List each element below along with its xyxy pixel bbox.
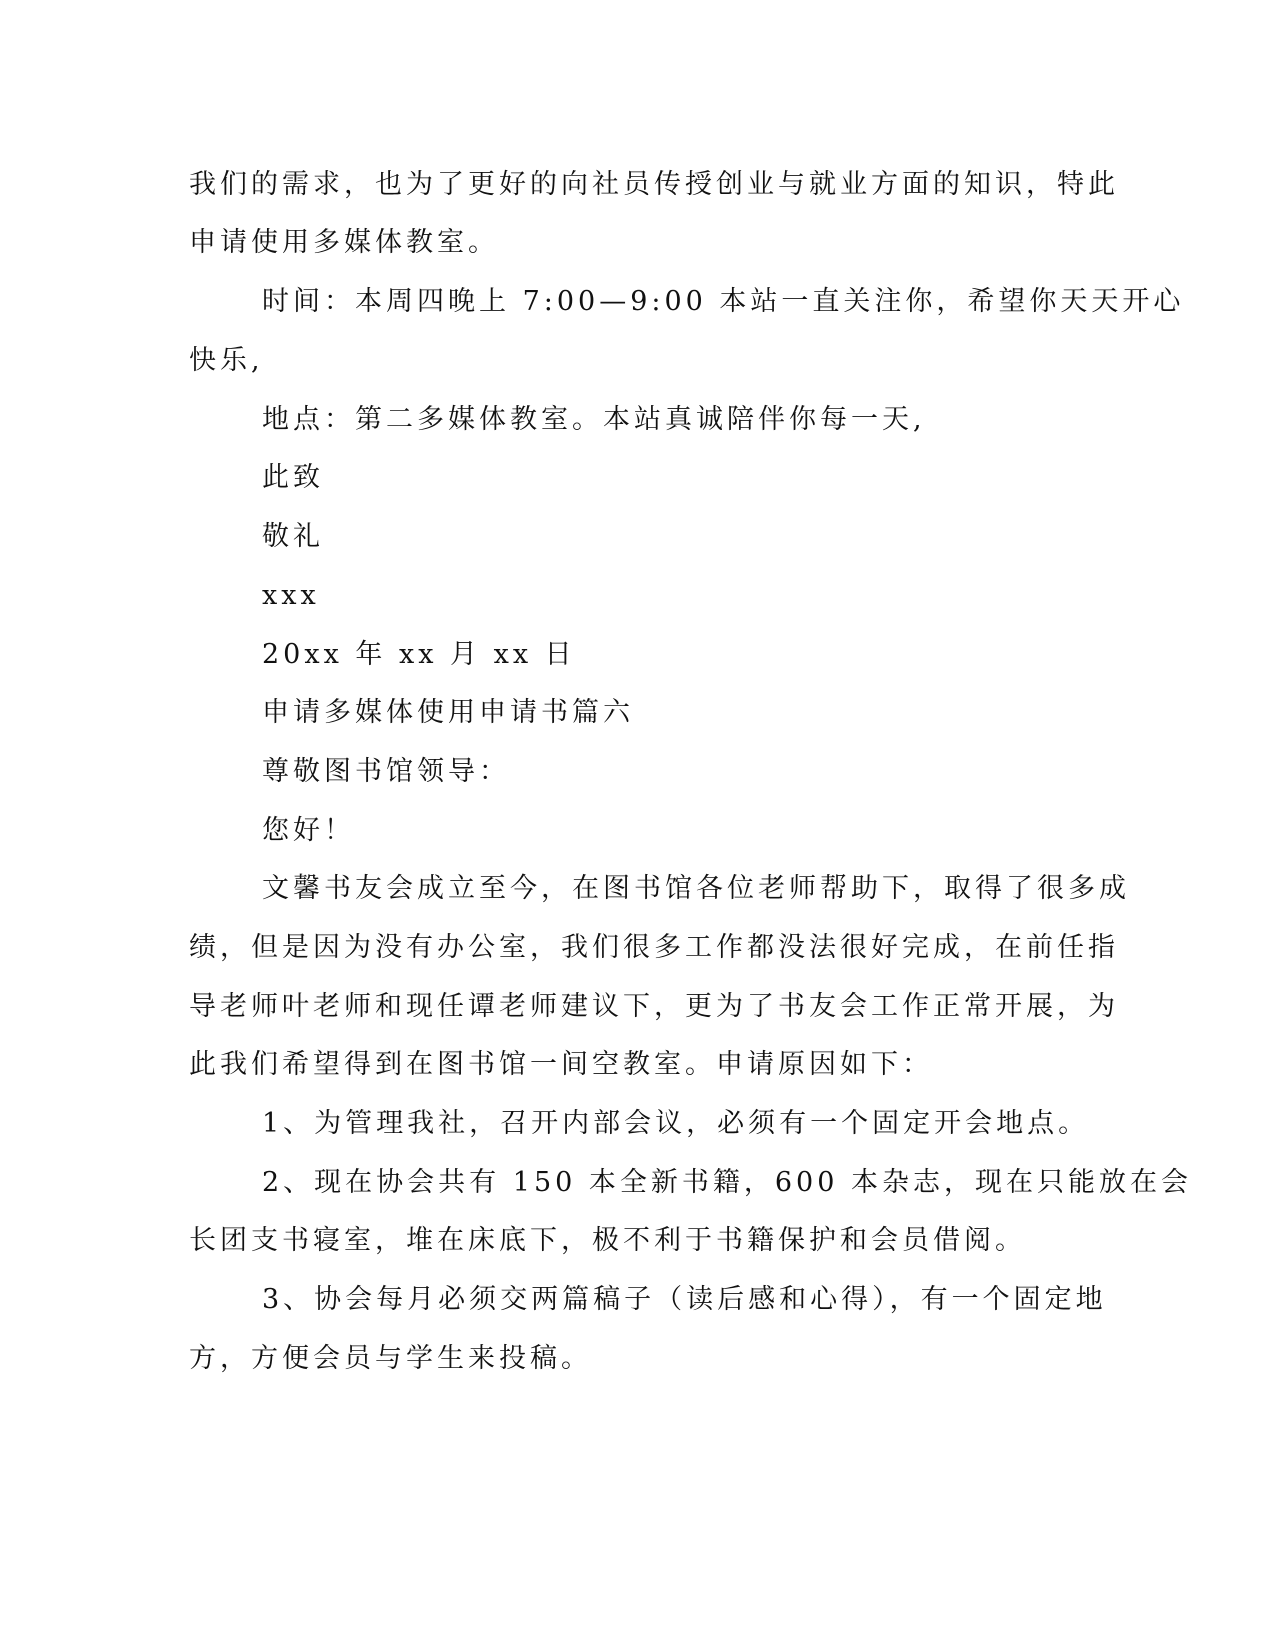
- text-line: 申请使用多媒体教室。: [189, 227, 499, 258]
- text-line: 方，方便会员与学生来投稿。: [189, 1343, 592, 1374]
- signature-date: 20xx 年 xx 月 xx 日: [262, 639, 576, 670]
- closing-line: 敬礼: [262, 521, 324, 552]
- salutation: 尊敬图书馆领导：: [262, 756, 510, 787]
- signature-name: xxx: [262, 580, 320, 611]
- text-line: 时间：本周四晚上 7:00—9:00 本站一直关注你，希望你天天开心: [262, 286, 1185, 317]
- text-line: 我们的需求，也为了更好的向社员传授创业与就业方面的知识，特此: [189, 169, 1119, 200]
- text-line: 地点：第二多媒体教室。本站真诚陪伴你每一天,: [262, 404, 926, 435]
- text-line: 文馨书友会成立至今，在图书馆各位老师帮助下，取得了很多成: [262, 873, 1130, 904]
- text-line: 导老师叶老师和现任谭老师建议下，更为了书友会工作正常开展，为: [189, 991, 1119, 1022]
- text-line: 绩，但是因为没有办公室，我们很多工作都没法很好完成，在前任指: [189, 932, 1119, 963]
- greeting: 您好！: [262, 815, 355, 846]
- text-line: 快乐,: [189, 345, 264, 376]
- closing-line: 此致: [262, 462, 324, 493]
- list-item: 3、协会每月必须交两篇稿子（读后感和心得），有一个固定地: [262, 1284, 1107, 1315]
- text-line: 长团支书寝室，堆在床底下，极不利于书籍保护和会员借阅。: [189, 1225, 1026, 1256]
- list-item: 2、现在协会共有 150 本全新书籍，600 本杂志，现在只能放在会: [262, 1167, 1192, 1198]
- section-title: 申请多媒体使用申请书篇六: [262, 697, 634, 728]
- list-item: 1、为管理我社，召开内部会议，必须有一个固定开会地点。: [262, 1108, 1090, 1139]
- text-line: 此我们希望得到在图书馆一间空教室。申请原因如下：: [189, 1049, 933, 1080]
